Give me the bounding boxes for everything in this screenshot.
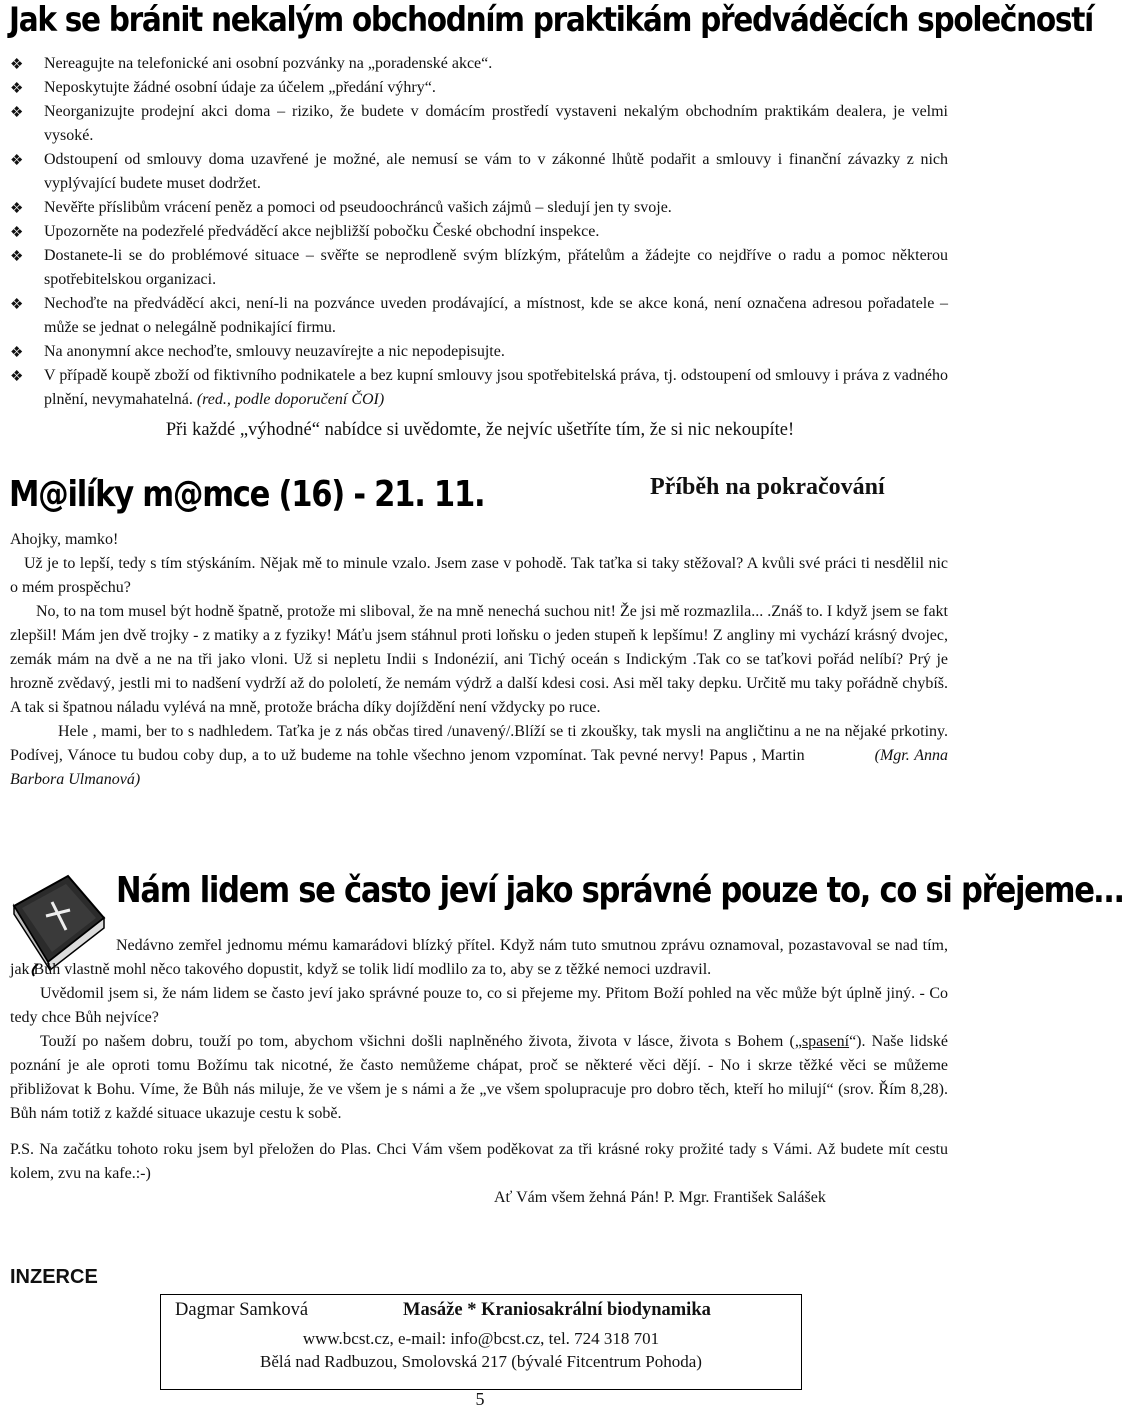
letter-paragraph: Hele , mami, ber to s nadhledem. Taťka je z nás občas tired /unavený/.Blíží se ti zkoušky, tak mysli na angličtinu a ne na nějaké prkotiny. Podívej, Vánoce tu budou coby dup, a to už budeme na tohle všechno jenom vzpomínat. Tak pevné nervy! Papus , Martin (Mgr. Anna Barbora Ulmanová) <box>10 723 949 788</box>
advice-list <box>10 52 948 412</box>
advertisement-heading: INZERCE <box>10 1266 98 1288</box>
diamond-cluster-icon: ❖ <box>10 105 24 121</box>
essay-title: Nám lidem se často jeví jako správné pouze to, co si přejeme… <box>116 870 1123 911</box>
list-item: ❖ V případě koupě zboží od fiktivního podnikatele a bez kupní smlouvy jsou spotřebitelská práva, tj. odstoupení od smlouvy i práva z vadného plnění, nevymahatelná. (red., podle doporučení ČOI) <box>10 367 948 408</box>
letter-body <box>10 528 948 792</box>
diamond-cluster-icon: ❖ <box>10 297 24 313</box>
list-item: ❖ Nevěřte příslibům vrácení peněz a pomoci od pseudoochránců vašich zájmů – sledují jen ty svoje. <box>10 196 948 220</box>
page-number: 5 <box>475 1389 485 1409</box>
letter-author: (Mgr. Anna Barbora Ulmanová) <box>10 747 949 788</box>
advertiser-address: Bělá nad Radbuzou, Smolovská 217 (bývalé Fitcentrum Pohoda) <box>260 1352 702 1371</box>
blessing-signature: Ať Vám všem žehná Pán! P. Mgr. František Salášek <box>494 1189 826 1206</box>
list-item: ❖ Nechoďte na předváděcí akci, není-li na pozvánce uveden prodávající, a místnost, kde se akce koná, není označena adresou pořadatele – může se jednat o nelegálně podnikající firmu. <box>10 295 948 336</box>
series-label: Příběh na pokračování <box>650 474 885 500</box>
diamond-cluster-icon: ❖ <box>10 201 24 217</box>
essay-paragraph: Touží po našem dobru, touží po tom, abychom všichni došli naplněného života, života v lásce, života s Bohem („spasení“). Naše lidské poznání je ale oproti tomu Božímu tak nicotné, že často nemůžeme chápat, proč se některé věci dějí. - No i skrze těžké věci se můžeme přibližovat k Bohu. Víme, že Bůh nás miluje, že ve všem je s námi a že „ve všem spolupracuje pro dobro těch, kteří ho milují“ (srov. Řím 8,28). Bůh nám totiž z každé situace ukazuje cestu k sobě. <box>10 1033 949 1122</box>
salvation-link[interactable]: spasení <box>801 1033 850 1050</box>
list-item: ❖ Na anonymní akce nechoďte, smlouvy neuzavírejte a nic nepodepisujte. <box>10 340 948 364</box>
diamond-cluster-icon: ❖ <box>10 153 24 169</box>
list-item: ❖ Neorganizujte prodejní akci doma – riziko, že budete v domácím prostředí vystaveni nekalým obchodním praktikám dealera, je velmi vysoké. <box>10 103 948 144</box>
diamond-cluster-icon: ❖ <box>10 249 24 265</box>
letter-paragraph: Už je to lepší, tedy s tím stýskáním. Nějak mě to minule vzalo. Jsem zase v pohodě. Tak taťka si taky stěžoval? A kvůli své práci ti nesdělil nic o mém prospěchu? <box>10 555 948 596</box>
diamond-cluster-icon: ❖ <box>10 81 24 97</box>
letter-title: M@ilíky m@mce (16) - 21. 11. <box>9 474 485 515</box>
postscript: P.S. Na začátku tohoto roku jsem byl přeložen do Plas. Chci Vám všem poděkovat za tři krásné roky prožité tady s Vámi. Až budete mít cestu kolem, zvu na kafe.:-) <box>10 1141 948 1182</box>
advertiser-name: Dagmar Samková <box>175 1300 309 1320</box>
letter-greeting: Ahojky, mamko! <box>10 531 119 548</box>
essay-text <box>10 934 948 1210</box>
essay-paragraph: Nedávno zemřel jednomu mému kamarádovi blízký přítel. Když nám tuto smutnou zprávu oznamoval, pozastavoval se nad tím, jak Bůh vlastně mohl něco takového dopustit, když se tolik lidí modlilo za to, aby se z těžké nemoci uzdravil. <box>10 937 948 978</box>
advertised-service: Masáže * Kraniosakrální biodynamika <box>403 1300 711 1320</box>
list-item: ❖ Neposkytujte žádné osobní údaje za účelem „předání výhry“. <box>10 76 948 100</box>
advertisement-box <box>160 1294 802 1390</box>
essay-paragraph: Uvědomil jsem si, že nám lidem se často jeví jako správné pouze to, co si přejeme my. Přitom Boží pohled na věc může být úplně jiný. - Co tedy chce Bůh nejvíce? <box>10 985 948 1026</box>
list-item: ❖ Dostanete-li se do problémové situace – svěřte se neprodleně svým blízkým, přátelům a žádejte co nejdříve o radu a pomoc některou spotřebitelskou organizaci. <box>10 247 948 288</box>
list-item: ❖ Odstoupení od smlouvy doma uzavřené je možné, ale nemusí se vám to v zákonné lhůtě podařit a smlouvy i finanční závazky z nich vyplývající budete muset dodržet. <box>10 151 948 192</box>
advice-summary: Při každé „výhodné“ nabídce si uvědomte, že nejvíc ušetříte tím, že si nic nekoupíte! <box>165 420 795 440</box>
article-title: Jak se bránit nekalým obchodním praktikám předváděcích společností <box>9 0 1093 40</box>
diamond-cluster-icon: ❖ <box>10 345 24 361</box>
advertiser-contact: www.bcst.cz, e-mail: info@bcst.cz, tel. 724 318 701 <box>302 1329 660 1348</box>
source-note: (red., podle doporučení ČOI) <box>196 391 385 408</box>
letter-paragraph: No, to na tom musel být hodně špatně, protože mi sliboval, že na mně nenechá suchou nit! Že jsi mě rozmazlila... .Znáš to. I když jsem se fakt zlepšil! Mám jen dvě trojky - z matiky a z fyziky! Máťu jsem stáhnul proti loňsku o jeden stupeň k lepšímu! Z angliny mi vychází krásný dvojec, zemák mám na dvě a ne na tři jako vloni. Už si nepletu Indii s Indonézií, ani Tichý oceán s Indickým .Tak co se taťkovi pořád nelíbí? Prý je hrozně zvědavý, jestli mi to nadšení vydrží až do pololetí, že nemám výdrž a další kdesi cosi. Asi měl taky depku. Určitě mu taky pořádně chybíš. A tak si špatnou náladu vylévá na mně, protože brácha díky dojíždění není vždycky po ruce. <box>10 603 948 716</box>
diamond-cluster-icon: ❖ <box>10 57 24 73</box>
diamond-cluster-icon: ❖ <box>10 225 24 241</box>
diamond-cluster-icon: ❖ <box>10 369 24 385</box>
list-item: ❖ Nereagujte na telefonické ani osobní pozvánky na „poradenské akce“. <box>10 52 948 76</box>
list-item: ❖ Upozorněte na podezřelé předváděcí akce nejbližší pobočku České obchodní inspekce. <box>10 220 948 244</box>
